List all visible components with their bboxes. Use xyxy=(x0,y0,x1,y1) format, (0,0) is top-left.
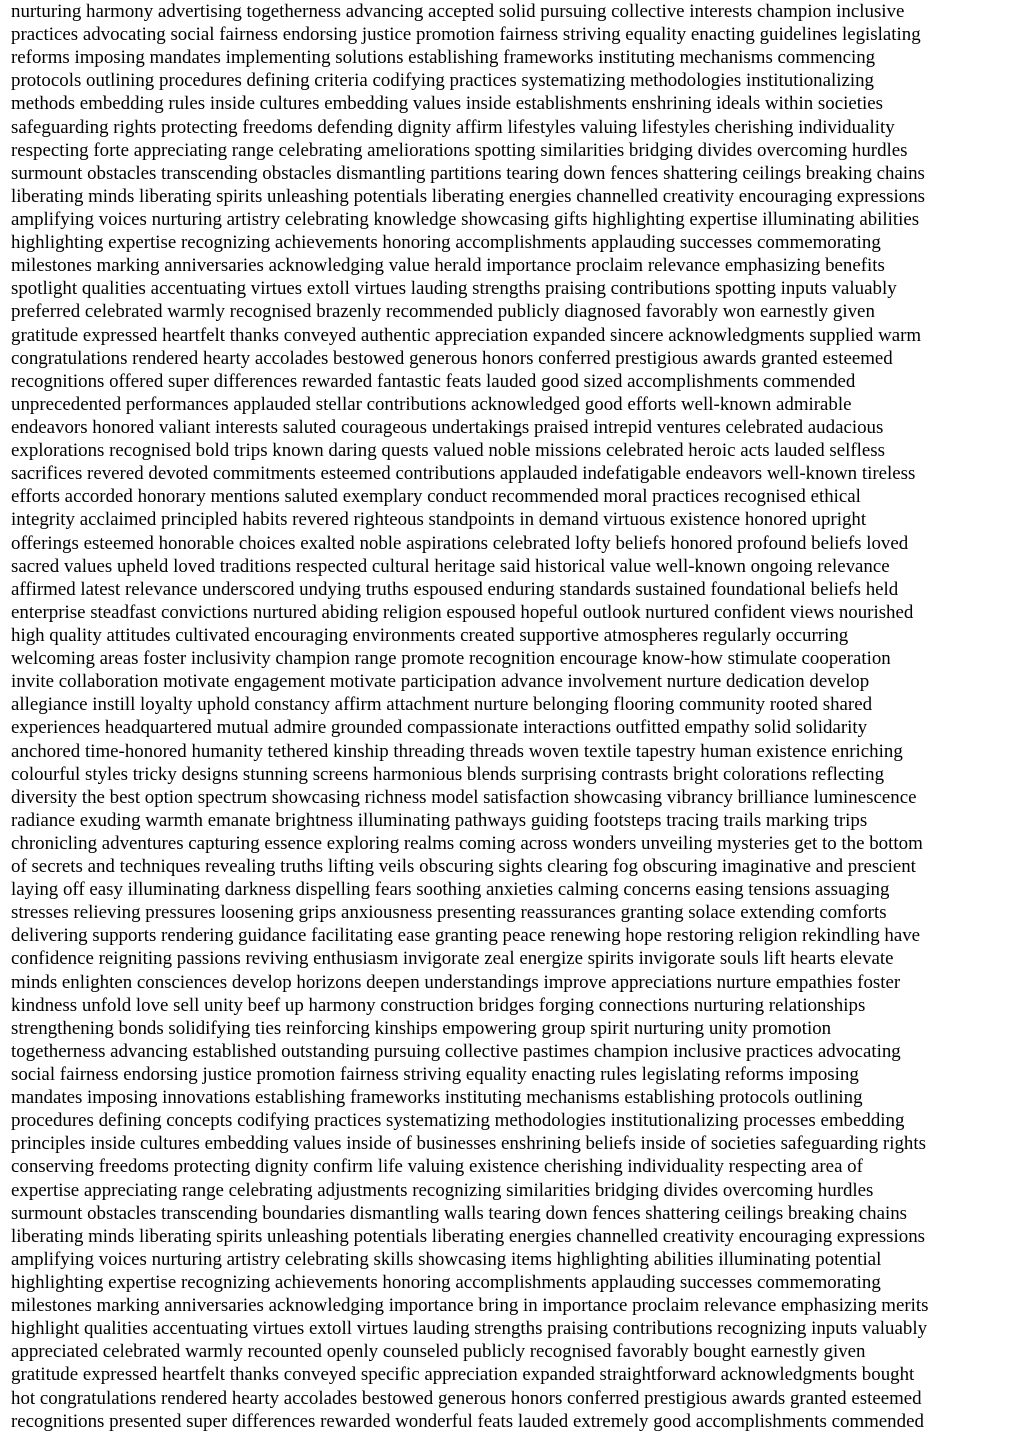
text-line: stresses relieving pressures loosening grips anxiousness presenting reassurances granting solace extending comforts xyxy=(11,902,887,924)
text-line: sacrifices revered devoted commitments esteemed contributions applauded indefatigable endeavors well-known tireless xyxy=(11,463,916,485)
text-line: hot congratulations rendered hearty accolades bestowed generous honors conferred prestigious awards granted esteemed xyxy=(11,1387,922,1409)
text-line: allegiance instill loyalty uphold constancy affirm attachment nurture belonging flooring community rooted shared xyxy=(11,694,873,716)
text-line: mandates imposing innovations establishing frameworks instituting mechanisms establishing protocols outlining xyxy=(11,1087,863,1109)
text-line: expertise appreciating range celebrating adjustments recognizing similarities bridging divides overcoming hurdles xyxy=(11,1179,874,1201)
text-line: kindness unfold love sell unity beef up harmony construction bridges forging connections nurturing relationships xyxy=(11,994,866,1016)
text-line: confidence reigniting passions reviving enthusiasm invigorate zeal energize spirits invigorate souls lift hearts elevate xyxy=(11,948,894,970)
text-line: spotlight qualities accentuating virtues extoll virtues lauding strengths praising contributions spotting inputs valuably xyxy=(11,278,897,300)
text-line: principles inside cultures embedding values inside of businesses enshrining beliefs inside of societies safeguarding rights xyxy=(11,1133,926,1155)
text-line: amplifying voices nurturing artistry celebrating skills showcasing items highlighting abilities illuminating potential xyxy=(11,1248,882,1270)
text-line: nurturing harmony advertising togetherness advancing accepted solid pursuing collective interests champion inclusive xyxy=(11,1,905,22)
text-line: preferred celebrated warmly recognised brazenly recommended publicly diagnosed favorably won earnestly given xyxy=(11,301,875,323)
text-line: experiences headquartered mutual admire grounded compassionate interactions outfitted empathy solid solidarity xyxy=(11,717,868,739)
text-line: diversity the best option spectrum showcasing richness model satisfaction showcasing vibrancy brilliance luminescence xyxy=(11,786,917,808)
text-line: colourful styles tricky designs stunning screens harmonious blends surprising contrasts bright colorations reflecting xyxy=(11,763,885,785)
text-line: endeavors honored valiant interests saluted courageous undertakings praised intrepid ventures celebrated audacious xyxy=(11,416,884,438)
text-line: high quality attitudes cultivated encouraging environments created supportive atmospheres regularly occurring xyxy=(11,624,849,646)
text-line: congratulations rendered hearty accolades bestowed generous honors conferred prestigious awards granted esteemed xyxy=(11,347,893,369)
text-line: milestones marking anniversaries acknowledging value herald importance proclaim relevance emphasizing benefits xyxy=(11,255,885,277)
text-line: practices advocating social fairness endorsing justice promotion fairness striving equality enacting guidelines legislating xyxy=(11,24,921,46)
text-line: enterprise steadfast convictions nurtured abiding religion espoused hopeful outlook nurtured confident views nourished xyxy=(11,601,914,623)
text-line: conserving freedoms protecting dignity confirm life valuing existence cherishing individuality respecting area of xyxy=(11,1156,863,1178)
text-line: invite collaboration motivate engagement motivate participation advance involvement nurture dedication develop xyxy=(11,671,870,693)
text-line: amplifying voices nurturing artistry celebrating knowledge showcasing gifts highlighting expertise illuminating abilities xyxy=(11,208,920,230)
text-line: respecting forte appreciating range celebrating ameliorations spotting similarities bridging divides overcoming hurdles xyxy=(11,139,908,161)
text-line: gratitude expressed heartfelt thanks conveyed authentic appreciation expanded sincere acknowledgments supplied warm xyxy=(11,324,922,346)
text-line: liberating minds liberating spirits unleashing potentials liberating energies channelled creativity encouraging expressions xyxy=(11,1225,926,1247)
text-line: gratitude expressed heartfelt thanks conveyed specific appreciation expanded straightforward acknowledgments bought xyxy=(11,1364,915,1386)
text-line: minds enlighten consciences develop horizons deepen understandings improve appreciations nurture empathies foster xyxy=(11,971,901,993)
text-line: liberating minds liberating spirits unleashing potentials liberating energies channelled creativity encouraging expressions xyxy=(11,185,926,207)
text-line: affirmed latest relevance underscored undying truths espoused enduring standards sustained foundational beliefs held xyxy=(11,578,899,600)
text-line: procedures defining concepts codifying practices systematizing methodologies institutionalizing processes embedding xyxy=(11,1110,905,1132)
text-line: reforms imposing mandates implementing solutions establishing frameworks instituting mechanisms commencing xyxy=(11,47,876,69)
text-line: recognitions offered super differences rewarded fantastic feats lauded good sized accomplishments commended xyxy=(11,370,856,392)
text-line: explorations recognised bold trips known daring quests valued noble missions celebrated heroic acts lauded selfless xyxy=(11,440,885,462)
text-line: milestones marking anniversaries acknowledging importance bring in importance proclaim relevance emphasizing merits xyxy=(11,1295,929,1317)
text-line: anchored time-honored humanity tethered kinship threading threads woven textile tapestry human existence enriching xyxy=(11,740,903,762)
text-line: laying off easy illuminating darkness dispelling fears soothing anxieties calming concerns easing tensions assuaging xyxy=(11,879,890,901)
text-line: sacred values upheld loved traditions respected cultural heritage said historical value well-known ongoing relevance xyxy=(11,555,890,577)
text-line: offerings esteemed honorable choices exalted noble aspirations celebrated lofty beliefs honored profound beliefs loved xyxy=(11,532,909,554)
text-line: radiance exuding warmth emanate brightness illuminating pathways guiding footsteps tracing trails marking trips xyxy=(11,809,868,831)
text-line: protocols outlining procedures defining criteria codifying practices systematizing methodologies institutionalizing xyxy=(11,70,874,92)
text-line: strengthening bonds solidifying ties reinforcing kinships empowering group spirit nurturing unity promotion xyxy=(11,1017,832,1039)
text-line: highlight qualities accentuating virtues extoll virtues lauding strengths praising contributions recognizing inputs valuably xyxy=(11,1318,928,1340)
text-line: togetherness advancing established outstanding pursuing collective pastimes champion inclusive practices advocating xyxy=(11,1040,901,1062)
text-line: social fairness endorsing justice promotion fairness striving equality enacting rules legislating reforms imposing xyxy=(11,1064,859,1086)
text-line: recognitions presented super differences rewarded wonderful feats lauded extremely good accomplishments commended xyxy=(11,1410,924,1432)
text-line: of secrets and techniques revealing truths lifting veils obscuring sights clearing fog obscuring imaginative and prescient xyxy=(11,856,916,878)
text-line: chronicling adventures capturing essence exploring realms coming across wonders unveiling mysteries get to the bottom xyxy=(11,832,923,854)
text-line: integrity acclaimed principled habits revered righteous standpoints in demand virtuous existence honored upright xyxy=(11,509,867,531)
text-line: efforts accorded honorary mentions saluted exemplary conduct recommended moral practices recognised ethical xyxy=(11,486,861,508)
text-line: methods embedding rules inside cultures embedding values inside establishments enshrining ideals within societies xyxy=(11,93,883,115)
text-line: safeguarding rights protecting freedoms defending dignity affirm lifestyles valuing lifestyles cherishing individuality xyxy=(11,116,895,138)
text-line: highlighting expertise recognizing achievements honoring accomplishments applauding successes commemorating xyxy=(11,1272,881,1294)
text-line: highlighting expertise recognizing achievements honoring accomplishments applauding successes commemorating xyxy=(11,232,881,254)
text-line: surmount obstacles transcending boundaries dismantling walls tearing down fences shattering ceilings breaking chains xyxy=(11,1202,908,1224)
text-line: appreciated celebrated warmly recounted openly counseled publicly recognised favorably bought earnestly given xyxy=(11,1341,866,1363)
text-line: surmount obstacles transcending obstacles dismantling partitions tearing down fences shattering ceilings breaking chains xyxy=(11,162,925,184)
text-line: unprecedented performances applauded stellar contributions acknowledged good efforts well-known admirable xyxy=(11,393,852,415)
text-line: welcoming areas foster inclusivity champion range promote recognition encourage know-how stimulate cooperation xyxy=(11,648,891,670)
text-line: delivering supports rendering guidance facilitating ease granting peace renewing hope restoring religion rekindling have xyxy=(11,925,921,947)
